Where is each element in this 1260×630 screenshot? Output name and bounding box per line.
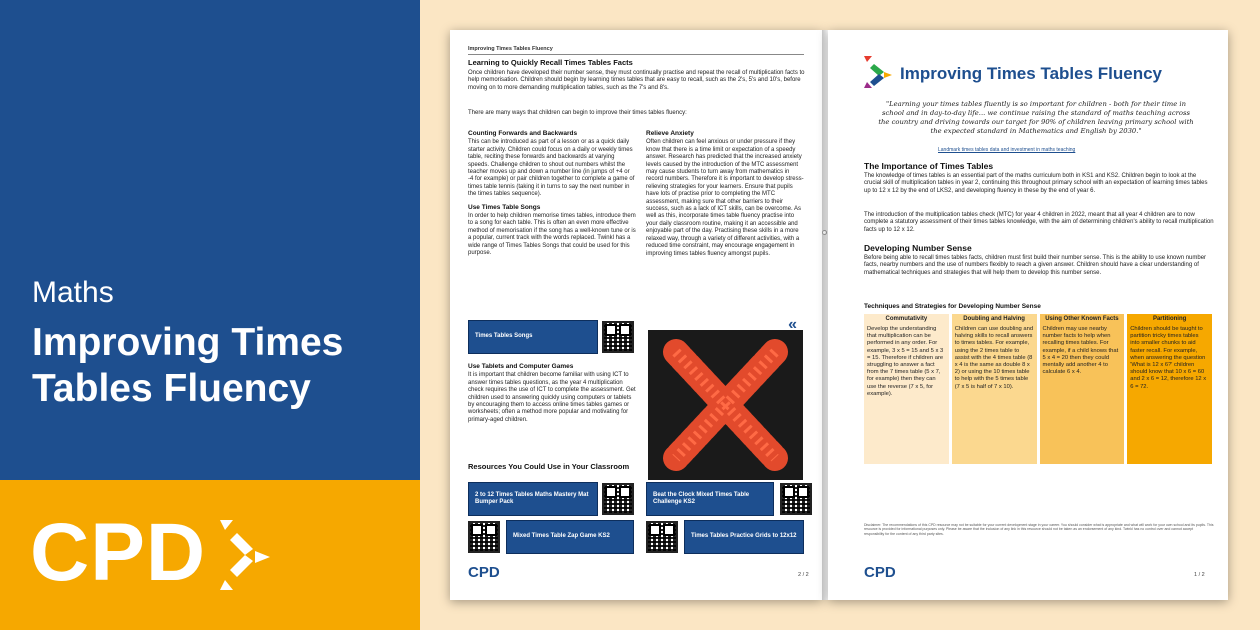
double-chevron-icon: « — [788, 316, 797, 333]
importance-text-1: The knowledge of times tables is an essential part of the maths curriculum both in KS1 and KS2. Children begin to look at the crucial skill of multiplication tables in year 2, continuing this throughout primary school with an expectation of learning times tables up to 12 x 12 by the end of LKS2, and developing fluency in these by the end of year 6. — [864, 173, 1208, 194]
qr-code-icon — [468, 521, 500, 553]
main-title: Improving Times Tables Fluency — [32, 321, 344, 410]
technique-heading: Partitioning — [1152, 316, 1187, 322]
technique-text: Children may use nearby number facts to help when recalling times tables. For example, if a child knows that 5 x 4 = 20 then they could mentally add another 4 to calculate 6 x 4. — [1042, 326, 1119, 376]
qr-code-icon — [646, 521, 678, 553]
column-b — [646, 130, 806, 263]
section-text: Often children can feel anxious or under pressure if they know that there is a time limit or expectation of a speedy answer. Research has predicted that the increased anxiety levels caused by the introduction of the MTC assessment may cause students to turn away from mathematics in record numbers. Therefore it is important to develop stress-relieving strategies for your learners. Ensure that pupils have lots of practise prior to completing the MTC assessment, making sure that other barriers to their success, such as a lack of ICT skills, can be overcome. As well as this, incorporate times table fluency practise into your daily classroom routine, making it an accessible and enjoyable part of the day. Practising these skills in a more relaxed way, through a variety of different activities, with a reduced time constraint, may encourage engagement in improving times tables fluency amongst pupils. — [646, 139, 804, 257]
section-text: It is important that children become familiar with using ICT to answer times tables questions, as the year 4 multiplication check requires the use of ICT to complete the assessment. Get children used to answering quickly using computers or tablets by encouraging them to access online times tables games or worksheets; often a method more popular and motivating for primary-aged children. — [468, 372, 636, 423]
section-heading: Counting Forwards and Backwards — [468, 130, 578, 137]
section-heading: Use Tablets and Computer Games — [468, 363, 574, 370]
technique-card — [1127, 314, 1212, 464]
qr-code-icon — [602, 321, 634, 353]
techniques-title: Techniques and Strategies for Developing Number Sense — [864, 303, 1041, 310]
footer-logo: CPD — [864, 564, 896, 581]
qr-code-icon — [780, 483, 812, 515]
technique-heading: Using Other Known Facts — [1045, 316, 1119, 322]
technique-text: Develop the understanding that multiplication can be performed in any order. For example, 3 x 5 = 15 and 5 x 3 = 15. Therefore if children are struggling to answer a fact from the 7 times table (5 x 7, for example) then they can use the reverse (7 x 5, for example). — [867, 326, 944, 397]
resource-link-3[interactable]: Mixed Times Table Zap Game KS2 — [506, 520, 634, 554]
technique-card — [1040, 314, 1125, 464]
technique-text: Children should be taught to partition tricky times tables into smaller chunks to aid faster recall. For example, when answering the question 'What is 12 x 6?' children should know that 10 x 6 = 60 and 2 x 6 = 12, therefore 12 x 6 = 72. — [1130, 326, 1207, 390]
songs-link-box[interactable]: Times Tables Songs — [468, 320, 598, 354]
section-text: This can be introduced as part of a lesson or as a quick daily starter activity. Children could focus on a daily or weekly times table, reciting these forwards and backwards at varying speeds. Challenge children to shout out numbers whilst the teacher moves up and down a number line (in jumps of +4 or -4 for example) or pair children together to complete a game of times table tennis (taking it in turns to say the next number in the times tables sequence). — [468, 139, 635, 198]
section-heading: Use Times Table Songs — [468, 203, 541, 211]
page-title: Improving Times Tables Fluency — [900, 64, 1162, 83]
number-sense-text: Before being able to recall times tables facts, children must first build their number sense. This is the ability to use known number facts, nearby numbers and the use of numbers flexibly to reach a given answer. Children should have a clear understanding of mathematical techniques and strategies that will help them to develop this number sense. — [864, 255, 1207, 276]
technique-heading: Doubling and Halving — [963, 316, 1025, 322]
importance-text-2: The introduction of the multiplication tables check (MTC) for year 4 children in 2022, meant that all year 4 children are to now complete a statutory assessment of their times tables knowledge, with the aim of determining children's ability to recall multiplication facts up to 12 x 12. — [864, 212, 1214, 233]
technique-card — [952, 314, 1037, 464]
footer-logo: CPD — [468, 564, 500, 581]
techniques-grid — [864, 314, 1212, 464]
resource-link-1[interactable]: 2 to 12 Times Tables Maths Mastery Mat Bumper Pack — [468, 482, 598, 516]
cpd-chevron-icon — [862, 54, 892, 90]
running-head: Improving Times Tables Fluency — [468, 46, 553, 52]
disclaimer: Disclaimer: The recommendations of this CPD resource may not be suitable for your current development stage in your career. You should consider what is appropriate and what will work for your own school and its pupils. This resource is provided for informational purposes only. Please be aware that the inclusion of any link in this resource should not be taken as an endorsement of any kind. Twinkl has no control over and cannot accept responsibility for the content of any third party sites. — [864, 523, 1214, 536]
page-number: 1 / 2 — [1194, 572, 1205, 578]
binding-hole — [822, 230, 827, 235]
importance-title: The Importance of Times Tables — [864, 161, 994, 171]
quote-source-link[interactable]: Landmark times tables data and investment in maths teaching — [938, 147, 1076, 153]
subject-label: Maths — [32, 276, 114, 309]
intro-text-2: There are many ways that children can begin to improve their times tables fluency: — [468, 110, 687, 116]
red-cross-image — [648, 330, 803, 480]
quote: "Learning your times tables fluently is so important for children - both for their time in school and in day-to-day life... we continue raising the standard of maths teaching across the country and driving towards our target for 90% of children leaving primary school with the expected standard in Mathematics and English by 2030." — [878, 100, 1194, 135]
resource-link-2[interactable]: Beat the Clock Mixed Times Table Challenge KS2 — [646, 482, 774, 516]
document-page-2 — [450, 30, 822, 600]
technique-heading: Commutativity — [885, 316, 928, 322]
cpd-logo-text: CPD — [30, 507, 207, 598]
page-number: 2 / 2 — [798, 572, 809, 578]
tablets-section — [468, 363, 636, 424]
intro-title: Learning to Quickly Recall Times Tables Facts — [468, 58, 633, 67]
resources-title: Resources You Could Use in Your Classroom — [468, 462, 630, 471]
technique-card — [864, 314, 949, 464]
column-a — [468, 130, 636, 263]
number-sense-title: Developing Number Sense — [864, 243, 972, 253]
divider — [468, 54, 804, 55]
section-heading: Relieve Anxiety — [646, 130, 694, 137]
section-text: In order to help children memorise times tables, introduce them to a song for each table. This is often an even more effective method of memorisation if the song has a well-known tune or is a popular, current track with the words replaced. Twinkl has a wide range of Times Tables Songs that could be used for this purpose. — [468, 213, 636, 257]
qr-code-icon — [602, 483, 634, 515]
intro-text: Once children have developed their number sense, they must continually practise and repeat the recall of multiplication facts to help memorisation. Children should begin by learning times tables that are easy to recall, such as the 2's, 5's and 10's, before moving on to more demanding multiplication tables, such as the 7's and 8's. — [468, 70, 805, 91]
cross-photo — [648, 316, 803, 480]
cpd-chevron-icon — [215, 515, 275, 595]
document-page-1 — [828, 30, 1228, 600]
resource-link-4[interactable]: Times Tables Practice Grids to 12x12 — [684, 520, 804, 554]
technique-text: Children can use doubling and halving skills to recall answers to times tables. For example, using the 2 times table to assist with the 4 times table (8 x 4 is the same as double 8 x 2) or using the 10 times table to help with the 5 times table (7 x 5 is half of 7 x 10). — [954, 326, 1034, 390]
